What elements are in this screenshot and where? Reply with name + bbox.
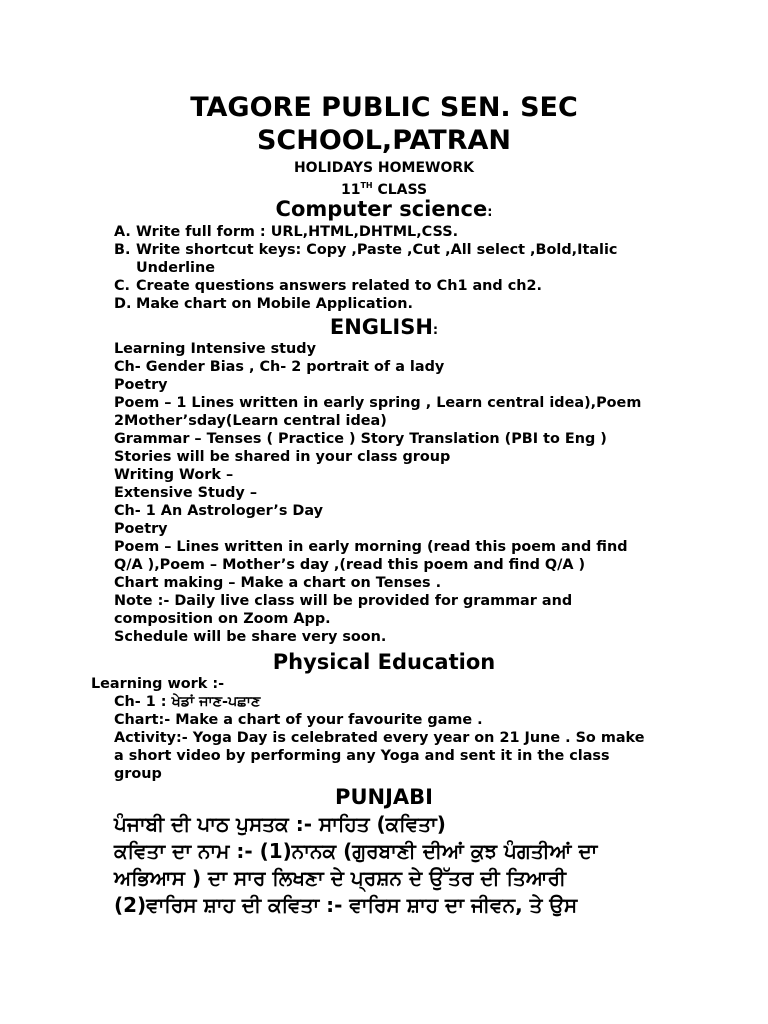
computer-item-c [114, 277, 542, 295]
english-line: Writing Work – [114, 467, 234, 483]
pe-line: Activity:- Yoga Day is celebrated every year on 21 June . So make [114, 730, 645, 746]
computer-item-b-continued [114, 259, 215, 277]
class-number: 11 [340, 182, 361, 198]
english-line: Poem – 1 Lines written in early spring , Learn central idea),Poem [114, 395, 642, 411]
computer-item-d [114, 295, 413, 313]
class-word: CLASS [372, 182, 428, 198]
punjabi-line: ਪੰਜਾਬੀ ਦੀ ਪਾਠ ਪੁਸਤਕ :- ਸਾਹਿਤ (ਕਵਿਤਾ) [114, 812, 446, 836]
english-line: Note :- Daily live class will be provided for grammar and [114, 593, 573, 609]
computer-science-heading-text: Computer science [275, 197, 488, 221]
pe-line: Ch- 1 : ਖੇਡਾਂ ਜਾਣ-ਪਛਾਣ [114, 694, 261, 710]
computer-item-label: D. [114, 296, 132, 312]
computer-science-heading [0, 196, 768, 226]
class-superscript: TH [360, 181, 373, 190]
computer-item-label: A. [114, 224, 131, 240]
computer-science-heading-colon: : [487, 205, 493, 220]
computer-item-text: Underline [136, 260, 215, 276]
punjabi-heading: PUNJABI [335, 785, 433, 809]
punjabi-line: (2)ਵਾਰਿਸ ਸ਼ਾਹ ਦੀ ਕਵਿਤਾ :- ਵਾਰਿਸ ਸ਼ਾਹ ਦਾ ਜੀਵਨ, ਤੇ ਉਸ [114, 893, 578, 917]
pe-line: a short video by performing any Yoga and sent it in the class [114, 748, 610, 764]
school-title-line1: TAGORE PUBLIC SEN. SEC [190, 92, 578, 123]
english-line: Chart making – Make a chart on Tenses . [114, 575, 442, 591]
punjabi-line-text: ਕਵਿਤਾ ਦਾ ਨਾਮ :- (1)ਨਾਨਕ (ਗੁਰਬਾਣੀ ਦੀਆਂ ਕੁਝ ਪੰਗਤੀਆਂ ਦਾ [114, 839, 598, 863]
english-line: Poem – Lines written in early morning (read this poem and find [114, 539, 628, 555]
pe-learning-work: Learning work :- [91, 676, 225, 692]
punjabi-line [114, 838, 597, 865]
computer-item-text: Write full form : URL,HTML,DHTML,CSS. [136, 224, 459, 240]
punjabi-line: ਅਭਿਆਸ ) ਦਾ ਸਾਰ ਲਿਖਣਾ ਦੇ ਪ੍ਰਸ਼ਨ ਦੇ ਉੱਤਰ ਦੀ ਤਿਆਰੀ [114, 866, 566, 890]
pe-line: Chart:- Make a chart of your favourite game . [114, 712, 483, 728]
physical-education-heading: Physical Education [272, 650, 496, 674]
computer-item-label: B. [114, 242, 131, 258]
computer-item-text: Create questions answers related to Ch1 and ch2. [136, 278, 542, 294]
computer-item-b [114, 241, 617, 259]
pe-line: group [114, 766, 162, 782]
english-heading-text: ENGLISH [329, 315, 433, 339]
english-line: Q/A ),Poem – Mother’s day ,(read this poem and find Q/A ) [114, 557, 586, 573]
computer-item-text: Make chart on Mobile Application. [136, 296, 413, 312]
english-heading-colon: : [432, 323, 439, 338]
school-title-line2: SCHOOL,PATRAN [256, 125, 512, 156]
computer-item-a [114, 223, 458, 241]
english-line: 2Mother’sday(Learn central idea) [114, 413, 387, 429]
subtitle-holidays-homework: HOLIDAYS HOMEWORK [293, 160, 475, 176]
english-line: Learning Intensive study [114, 341, 316, 357]
computer-item-text: Write shortcut keys: Copy ,Paste ,Cut ,All select ,Bold,Italic [136, 242, 618, 258]
english-line: Ch- Gender Bias , Ch- 2 portrait of a lady [114, 359, 445, 375]
english-line: Extensive Study – [114, 485, 258, 501]
english-line: Ch- 1 An Astrologer’s Day [114, 503, 323, 519]
english-line: Schedule will be share very soon. [114, 629, 387, 645]
english-line: Grammar – Tenses ( Practice ) Story Translation (PBI to Eng ) [114, 431, 607, 447]
english-line: Poetry [114, 521, 168, 537]
english-line: composition on Zoom App. [114, 611, 331, 627]
english-line: Stories will be shared in your class group [114, 449, 451, 465]
english-line: Poetry [114, 377, 168, 393]
computer-item-label: C. [114, 278, 131, 294]
